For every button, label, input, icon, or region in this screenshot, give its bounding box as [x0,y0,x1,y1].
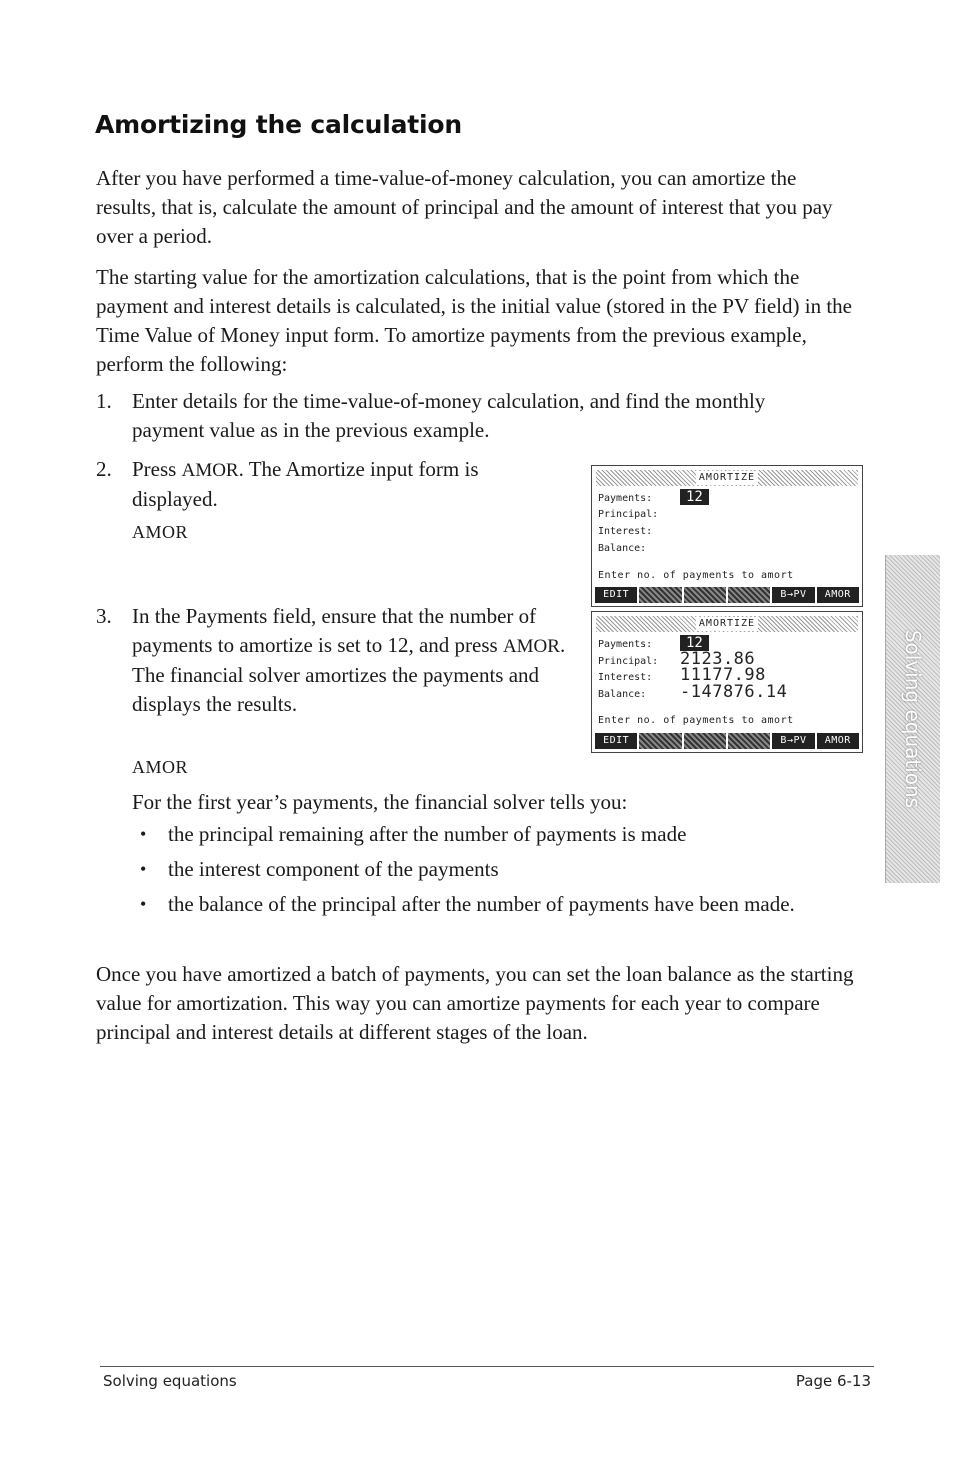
edit-softkey[interactable]: EDIT [595,587,637,603]
screen-prompt: Enter no. of payments to amort [598,715,794,726]
list-item-text: the principal remaining after the number of payments is made [168,822,687,846]
edit-softkey[interactable]: EDIT [595,733,637,749]
step-text [132,455,562,514]
principal-value: 2123.86 [680,649,756,669]
intro-paragraph: After you have performed a time-value-of-money calculation, you can amortize the results, that is, calculate the amount of principal and the amount of interest that you pay over a period. [96,166,833,248]
interest-label: Interest: [598,672,653,683]
interest-row [598,525,680,539]
bullet-icon: • [140,859,147,879]
step-text-post: . The Amortize input form is displayed. [132,457,479,511]
step-number: 3. [96,604,112,628]
blank-softkey [728,587,770,603]
payments-row [598,489,709,506]
payments-label: Payments: [598,639,653,650]
step-text [132,602,572,719]
screen-title-bar [596,616,858,632]
bullet-icon: • [140,824,147,844]
balance-label: Balance: [598,543,647,554]
blank-softkey [639,587,681,603]
balance-row [598,542,680,556]
screen-title: AMORTIZE [696,471,758,485]
amor-key-label: AMOR [132,757,189,777]
amor-key-label: AMOR [132,522,189,542]
results-list [132,820,832,925]
softkey-bar [595,587,859,603]
closing-paragraph: Once you have amortized a batch of payments, you can set the loan balance as the starting value for amortization. This way you can amortize payments for each year to compare principal and interest details at different stages of the loan. [96,962,854,1044]
footer-section-title: Solving equations [103,1372,237,1390]
b-to-pv-softkey[interactable]: B→PV [772,587,814,603]
payments-field[interactable]: 12 [680,635,709,651]
page-heading: Amortizing the calculation [95,110,462,139]
payments-field[interactable]: 12 [680,489,709,505]
amor-softkey[interactable]: AMOR [817,587,859,603]
results-lead: For the first year’s payments, the financial solver tells you: [132,790,628,814]
step-text-pre: In the Payments field, ensure that the number of payments to amortize is set to 12, and press [132,604,537,657]
amor-softkey[interactable]: AMOR [817,733,859,749]
step-text-post: . The financial solver amortizes the payments and displays the results. [132,633,566,716]
bullet-icon: • [140,894,147,914]
list-item-text: the interest component of the payments [168,857,499,881]
principal-label: Principal: [598,656,659,667]
amor-key-inline: AMOR [502,636,560,657]
step-number: 1. [96,389,112,413]
step-text: Enter details for the time-value-of-money calculation, and find the monthly payment value as in the previous example. [132,389,766,442]
blank-softkey [684,587,726,603]
principal-row [598,508,680,522]
amortize-screen-results [591,611,863,753]
list-item-text: the balance of the principal after the number of payments have been made. [168,892,795,916]
blank-softkey [684,733,726,749]
softkey-bar [595,733,859,749]
blank-softkey [639,733,681,749]
footer-divider [100,1366,874,1367]
screen-prompt: Enter no. of payments to amort [598,570,794,581]
payments-label: Payments: [598,493,653,504]
blank-softkey [728,733,770,749]
chapter-side-tab [885,555,940,883]
interest-label: Interest: [598,526,653,537]
step-number: 2. [96,457,112,481]
starting-value-paragraph: The starting value for the amortization calculations, that is the point from which the payment and interest details is calculated, is the initial value (stored in the PV field) in the Time Value of Money input form. To amortize payments from the previous example, perform the following: [96,265,852,376]
list-item [132,820,832,849]
interest-value: 11177.98 [680,665,766,685]
balance-label: Balance: [598,689,647,700]
list-item [132,890,832,919]
amor-key-inline: AMOR [181,460,239,481]
balance-row [598,682,788,702]
side-tab-label: Solving equations [901,629,925,809]
b-to-pv-softkey[interactable]: B→PV [772,733,814,749]
step-text-pre: Press [132,457,182,481]
screen-title: AMORTIZE [696,617,758,631]
list-item [132,855,832,884]
footer-page-number: Page 6-13 [795,1372,871,1390]
principal-label: Principal: [598,509,659,520]
balance-value: -147876.14 [680,682,788,702]
screen-title-bar [596,470,858,486]
amortize-screen-empty [591,465,863,607]
